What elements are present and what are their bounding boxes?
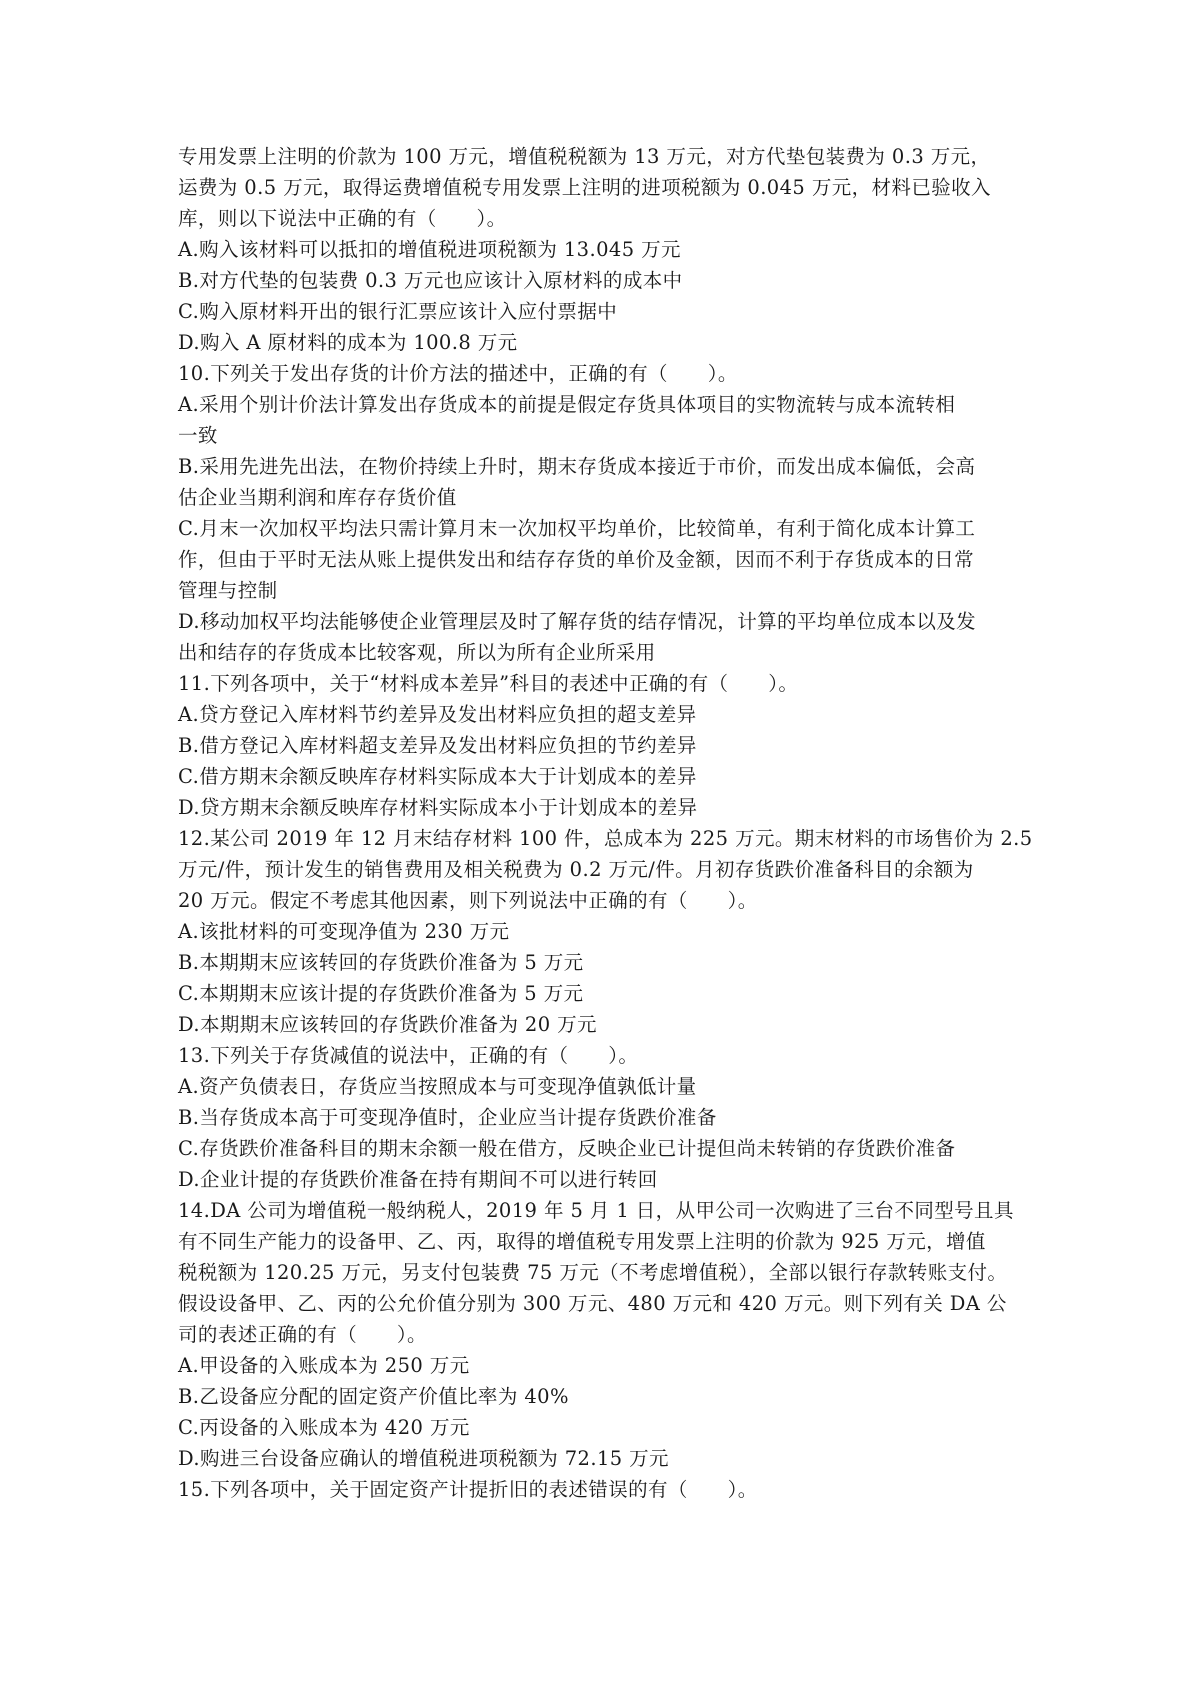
option-line: B.本期期末应该转回的存货跌价准备为 5 万元 <box>178 951 584 974</box>
text-line: 万元/件，预计发生的销售费用及相关税费为 0.2 万元/件。月初存货跌价准备科目的余额为 <box>178 858 974 881</box>
option-line: D.企业计提的存货跌价准备在持有期间不可以进行转回 <box>178 1168 658 1191</box>
question-13-stem <box>178 1040 1018 1071</box>
option-line: A.甲设备的入账成本为 250 万元 <box>178 1354 470 1377</box>
text-line: 有不同生产能力的设备甲、乙、丙，取得的增值税专用发票上注明的价款为 925 万元，增值 <box>178 1230 986 1253</box>
option-line: C.购入原材料开出的银行汇票应该计入应付票据中 <box>178 300 618 323</box>
option-line: D.购入 A 原材料的成本为 100.8 万元 <box>178 331 518 354</box>
question-15-stem <box>178 1474 1018 1505</box>
option-line: 作，但由于平时无法从账上提供发出和结存存货的单价及金额，因而不利于存货成本的日常 <box>178 548 975 571</box>
option-line: A.贷方登记入库材料节约差异及发出材料应负担的超支差异 <box>178 703 697 726</box>
text-line: 20 万元。假定不考虑其他因素，则下列说法中正确的有（ ）。 <box>178 889 758 912</box>
option-line: D.移动加权平均法能够使企业管理层及时了解存货的结存情况，计算的平均单位成本以及发 <box>178 610 977 633</box>
question-12-stem <box>178 823 1033 916</box>
option-line: C.本期期末应该计提的存货跌价准备为 5 万元 <box>178 982 584 1005</box>
option-line: B.采用先进先出法，在物价持续上升时，期末存货成本接近于市价，而发出成本偏低，会高 <box>178 455 976 478</box>
text-line: 税税额为 120.25 万元，另支付包装费 75 万元（不考虑增值税），全部以银行存款转账支付。 <box>178 1261 1008 1284</box>
question-10-options <box>178 389 1018 668</box>
option-line: D.本期期末应该转回的存货跌价准备为 20 万元 <box>178 1013 597 1036</box>
question-11-stem <box>178 668 1018 699</box>
text-line: 14.DA 公司为增值税一般纳税人，2019 年 5 月 1 日，从甲公司一次购进了三台不同型号且具 <box>178 1199 1014 1222</box>
option-line: B.当存货成本高于可变现净值时，企业应当计提存货跌价准备 <box>178 1106 717 1129</box>
text-line: 司的表述正确的有（ ）。 <box>178 1323 427 1346</box>
option-line: 管理与控制 <box>178 579 278 602</box>
text-line: 15.下列各项中，关于固定资产计提折旧的表述错误的有（ ）。 <box>178 1478 758 1501</box>
option-line: A.该批材料的可变现净值为 230 万元 <box>178 920 510 943</box>
text-line: 假设设备甲、乙、丙的公允价值分别为 300 万元、480 万元和 420 万元。则下列有关 DA 公 <box>178 1292 1007 1315</box>
text-line: 运费为 0.5 万元，取得运费增值税专用发票上注明的进项税额为 0.045 万元，材料已验收入 <box>178 176 991 199</box>
text-line: 专用发票上注明的价款为 100 万元，增值税税额为 13 万元，对方代垫包装费为 0.3 万元， <box>178 145 991 168</box>
option-line: B.乙设备应分配的固定资产价值比率为 40% <box>178 1385 569 1408</box>
question-9-options <box>178 234 1018 358</box>
question-11-options <box>178 699 1018 823</box>
page-content <box>178 141 1033 1505</box>
option-line: B.借方登记入库材料超支差异及发出材料应负担的节约差异 <box>178 734 697 757</box>
option-line: C.月末一次加权平均法只需计算月末一次加权平均单价，比较简单，有利于简化成本计算工 <box>178 517 976 540</box>
option-line: B.对方代垫的包装费 0.3 万元也应该计入原材料的成本中 <box>178 269 683 292</box>
text-line: 13.下列关于存货减值的说法中，正确的有（ ）。 <box>178 1044 639 1067</box>
text-line: 12.某公司 2019 年 12 月末结存材料 100 件，总成本为 225 万元。期末材料的市场售价为 2.5 <box>178 827 1033 850</box>
option-line: A.资产负债表日，存货应当按照成本与可变现净值孰低计量 <box>178 1075 697 1098</box>
question-9-stem <box>178 141 1018 234</box>
question-14-options <box>178 1350 1018 1474</box>
question-12-options <box>178 916 1018 1040</box>
question-10-stem <box>178 358 1018 389</box>
option-line: C.丙设备的入账成本为 420 万元 <box>178 1416 470 1439</box>
text-line: 10.下列关于发出存货的计价方法的描述中，正确的有（ ）。 <box>178 362 738 385</box>
question-14-stem <box>178 1195 1018 1350</box>
text-line: 库，则以下说法中正确的有（ ）。 <box>178 207 507 230</box>
option-line: 一致 <box>178 424 218 447</box>
option-line: C.存货跌价准备科目的期末余额一般在借方，反映企业已计提但尚未转销的存货跌价准备 <box>178 1137 956 1160</box>
option-line: D.贷方期末余额反映库存材料实际成本小于计划成本的差异 <box>178 796 698 819</box>
option-line: C.借方期末余额反映库存材料实际成本大于计划成本的差异 <box>178 765 697 788</box>
question-13-options <box>178 1071 1018 1195</box>
option-line: 估企业当期利润和库存存货价值 <box>178 486 457 509</box>
option-line: 出和结存的存货成本比较客观，所以为所有企业所采用 <box>178 641 656 664</box>
option-line: A.采用个别计价法计算发出存货成本的前提是假定存货具体项目的实物流转与成本流转相 <box>178 393 956 416</box>
option-line: D.购进三台设备应确认的增值税进项税额为 72.15 万元 <box>178 1447 669 1470</box>
text-line: 11.下列各项中，关于“材料成本差异”科目的表述中正确的有（ ）。 <box>178 672 799 695</box>
option-line: A.购入该材料可以抵扣的增值税进项税额为 13.045 万元 <box>178 238 681 261</box>
